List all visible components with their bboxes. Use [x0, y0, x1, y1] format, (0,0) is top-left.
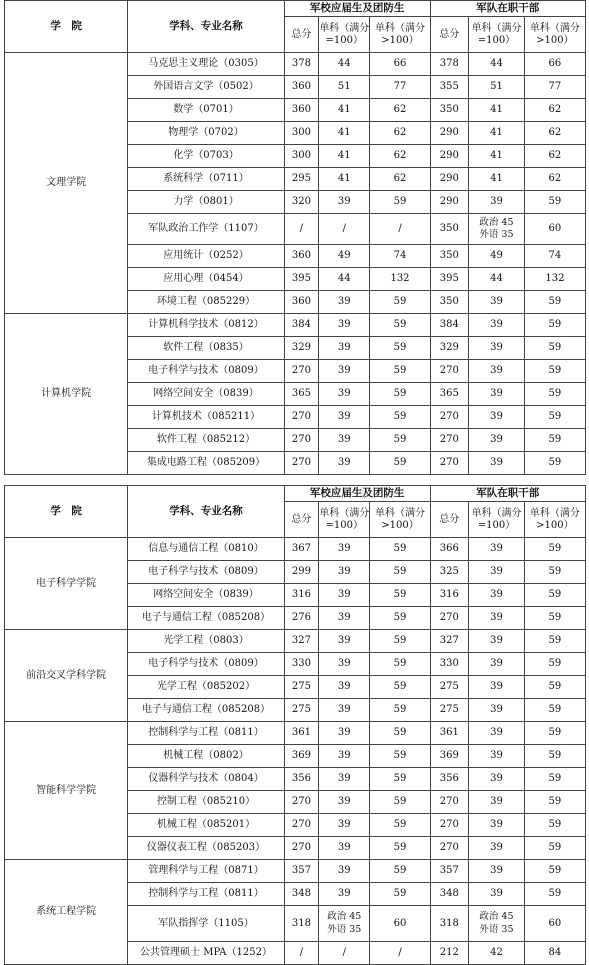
header-total: 总分 [430, 502, 469, 538]
officer-single-over-100: 60 [524, 214, 585, 245]
officer-single-100: 39 [469, 676, 525, 699]
officer-single-100: 39 [469, 653, 525, 676]
cadet-total: 318 [284, 906, 318, 942]
cadet-single-100: 39 [319, 191, 370, 214]
major-name: 光学工程（085202） [128, 676, 284, 699]
cadet-single-over-100: 59 [370, 653, 430, 676]
cadet-total: 270 [284, 837, 318, 860]
officer-total: 356 [430, 768, 469, 791]
cadet-total: 367 [284, 538, 318, 561]
table-1-header [5, 1, 586, 53]
major-name: 信息与通信工程（0810） [128, 538, 284, 561]
officer-single-over-100: 59 [524, 653, 585, 676]
college-name: 计算机学院 [5, 314, 128, 475]
major-name: 仪器科学与技术（0804） [128, 768, 284, 791]
officer-total: 329 [430, 337, 469, 360]
major-name: 计算机科学技术（0812） [128, 314, 284, 337]
officer-single-over-100: 77 [524, 76, 585, 99]
cadet-single-100: 39 [319, 291, 370, 314]
officer-single-over-100: 59 [524, 768, 585, 791]
table-2-body [5, 538, 586, 965]
officer-total: 290 [430, 122, 469, 145]
major-name: 集成电路工程（085209） [128, 452, 284, 475]
major-name: 数学（0701） [128, 99, 284, 122]
major-name: 化学（0703） [128, 145, 284, 168]
officer-single-100: 39 [469, 837, 525, 860]
table-1-body [5, 53, 586, 475]
cadet-single-100: 39 [319, 383, 370, 406]
cadet-total: / [284, 942, 318, 965]
officer-total: 275 [430, 699, 469, 722]
officer-single-over-100: 59 [524, 699, 585, 722]
officer-single-over-100: 59 [524, 406, 585, 429]
major-name: 控制科学与工程（0811） [128, 883, 284, 906]
header-group-officers: 军队在职干部 [430, 1, 585, 17]
cadet-single-over-100: 59 [370, 768, 430, 791]
officer-total: 290 [430, 145, 469, 168]
cadet-total: 360 [284, 291, 318, 314]
officer-single-over-100: 59 [524, 314, 585, 337]
cadet-single-100: 39 [319, 791, 370, 814]
cadet-single-100: 41 [319, 99, 370, 122]
cadet-single-over-100: 59 [370, 360, 430, 383]
officer-single-over-100: 59 [524, 191, 585, 214]
header-major: 学科、专业名称 [128, 1, 284, 53]
officer-total: 318 [430, 906, 469, 942]
officer-total: 270 [430, 360, 469, 383]
cadet-single-over-100: 59 [370, 676, 430, 699]
header-single-over-100: 单科（满分>100） [370, 502, 430, 538]
officer-single-100: 41 [469, 145, 525, 168]
cadet-single-over-100: 59 [370, 837, 430, 860]
officer-total: 357 [430, 860, 469, 883]
officer-single-over-100: 59 [524, 337, 585, 360]
officer-single-100: 39 [469, 337, 525, 360]
officer-single-100: 39 [469, 699, 525, 722]
header-total: 总分 [284, 17, 318, 53]
cadet-single-over-100: 59 [370, 314, 430, 337]
cadet-total: 384 [284, 314, 318, 337]
officer-total: 270 [430, 791, 469, 814]
officer-single-over-100: 59 [524, 452, 585, 475]
cadet-total: 270 [284, 452, 318, 475]
cadet-single-100: 39 [319, 452, 370, 475]
header-single-100: 单科（满分=100） [469, 17, 525, 53]
cadet-total: 300 [284, 145, 318, 168]
cadet-total: 275 [284, 699, 318, 722]
major-name: 光学工程（0803） [128, 630, 284, 653]
officer-single-100: 政治 45 外语 35 [469, 214, 525, 245]
major-name: 环境工程（085229） [128, 291, 284, 314]
cadet-total: 360 [284, 99, 318, 122]
officer-single-100: 39 [469, 538, 525, 561]
officer-single-100: 39 [469, 607, 525, 630]
cadet-single-100: 44 [319, 53, 370, 76]
officer-single-over-100: 62 [524, 122, 585, 145]
officer-single-over-100: 59 [524, 676, 585, 699]
cadet-single-over-100: 59 [370, 883, 430, 906]
cadet-total: 275 [284, 676, 318, 699]
major-name: 计算机技术（085211） [128, 406, 284, 429]
cadet-single-100: 41 [319, 168, 370, 191]
cadet-single-100: 39 [319, 314, 370, 337]
header-college: 学 院 [5, 1, 128, 53]
cadet-total: 360 [284, 76, 318, 99]
officer-single-100: 39 [469, 383, 525, 406]
cadet-single-100: 39 [319, 538, 370, 561]
cadet-single-over-100: 59 [370, 561, 430, 584]
officer-total: 355 [430, 76, 469, 99]
score-table-2 [4, 485, 586, 965]
officer-single-100: 39 [469, 406, 525, 429]
officer-total: 270 [430, 837, 469, 860]
officer-single-100: 39 [469, 860, 525, 883]
score-table-1 [4, 0, 586, 475]
officer-single-100: 39 [469, 630, 525, 653]
cadet-total: 316 [284, 584, 318, 607]
cadet-single-100: 44 [319, 268, 370, 291]
header-total: 总分 [284, 502, 318, 538]
officer-total: 350 [430, 245, 469, 268]
major-name: 电子与通信工程（085208） [128, 607, 284, 630]
major-name: 软件工程（085212） [128, 429, 284, 452]
header-single-100: 单科（满分=100） [319, 502, 370, 538]
officer-single-100: 44 [469, 268, 525, 291]
header-single-100: 单科（满分=100） [319, 17, 370, 53]
major-name: 仪器仪表工程（085203） [128, 837, 284, 860]
major-name: 软件工程（0835） [128, 337, 284, 360]
officer-total: 270 [430, 452, 469, 475]
officer-single-over-100: 59 [524, 360, 585, 383]
table-row [5, 860, 586, 883]
officer-total: 378 [430, 53, 469, 76]
cadet-total: 378 [284, 53, 318, 76]
cadet-total: 329 [284, 337, 318, 360]
cadet-total: 360 [284, 245, 318, 268]
cadet-total: 330 [284, 653, 318, 676]
officer-single-100: 39 [469, 791, 525, 814]
cadet-single-over-100: 77 [370, 76, 430, 99]
major-name: 电子科学与技术（0809） [128, 561, 284, 584]
cadet-single-100: 41 [319, 145, 370, 168]
officer-single-100: 39 [469, 561, 525, 584]
major-name: 电子科学与技术（0809） [128, 360, 284, 383]
officer-single-100: 49 [469, 245, 525, 268]
cadet-single-over-100: 132 [370, 268, 430, 291]
officer-total: 316 [430, 584, 469, 607]
cadet-single-100: 39 [319, 406, 370, 429]
cadet-single-100: 39 [319, 607, 370, 630]
header-group-officers: 军队在职干部 [430, 486, 585, 502]
officer-single-over-100: 59 [524, 883, 585, 906]
cadet-total: 356 [284, 768, 318, 791]
college-name: 文理学院 [5, 53, 128, 314]
officer-single-100: 41 [469, 99, 525, 122]
header-group-cadets: 军校应届生及团防生 [284, 1, 430, 17]
officer-total: 366 [430, 538, 469, 561]
officer-single-over-100: 59 [524, 860, 585, 883]
cadet-single-over-100: 59 [370, 383, 430, 406]
officer-total: 325 [430, 561, 469, 584]
cadet-single-over-100: 59 [370, 630, 430, 653]
header-college: 学 院 [5, 486, 128, 538]
major-name: 马克思主义理论（0305） [128, 53, 284, 76]
officer-single-100: 39 [469, 429, 525, 452]
officer-total: 327 [430, 630, 469, 653]
major-name: 机械工程（085201） [128, 814, 284, 837]
officer-single-over-100: 59 [524, 291, 585, 314]
cadet-single-over-100: 59 [370, 538, 430, 561]
officer-single-over-100: 59 [524, 561, 585, 584]
college-name: 前沿交叉学科学院 [5, 630, 128, 722]
officer-single-100: 39 [469, 314, 525, 337]
officer-single-over-100: 59 [524, 383, 585, 406]
major-name: 应用统计（0252） [128, 245, 284, 268]
officer-single-over-100: 84 [524, 942, 585, 965]
cadet-single-over-100: / [370, 214, 430, 245]
officer-total: 350 [430, 291, 469, 314]
header-major: 学科、专业名称 [128, 486, 284, 538]
cadet-total: 395 [284, 268, 318, 291]
officer-single-100: 39 [469, 883, 525, 906]
cadet-single-over-100: 59 [370, 722, 430, 745]
officer-total: 270 [430, 607, 469, 630]
cadet-single-100: 39 [319, 768, 370, 791]
officer-single-100: 39 [469, 291, 525, 314]
major-name: 控制工程（085210） [128, 791, 284, 814]
college-name: 电子科学学院 [5, 538, 128, 630]
cadet-single-100: 41 [319, 122, 370, 145]
officer-single-100: 39 [469, 191, 525, 214]
cadet-total: 270 [284, 791, 318, 814]
officer-single-100: 44 [469, 53, 525, 76]
officer-single-100: 39 [469, 452, 525, 475]
officer-single-100: 39 [469, 745, 525, 768]
major-name: 系统科学（0711） [128, 168, 284, 191]
cadet-single-100: 政治 45 外语 35 [319, 906, 370, 942]
officer-single-over-100: 62 [524, 99, 585, 122]
cadet-single-over-100: 62 [370, 168, 430, 191]
officer-single-over-100: 59 [524, 791, 585, 814]
officer-single-over-100: 59 [524, 584, 585, 607]
cadet-single-100: 39 [319, 837, 370, 860]
major-name: 外国语言文学（0502） [128, 76, 284, 99]
cadet-single-100: 39 [319, 883, 370, 906]
cadet-single-100: / [319, 214, 370, 245]
officer-single-100: 政治 45 外语 35 [469, 906, 525, 942]
cadet-single-100: 39 [319, 630, 370, 653]
officer-single-over-100: 59 [524, 837, 585, 860]
cadet-single-over-100: 60 [370, 906, 430, 942]
officer-single-over-100: 59 [524, 607, 585, 630]
officer-total: 395 [430, 268, 469, 291]
header-total: 总分 [430, 17, 469, 53]
cadet-single-over-100: / [370, 942, 430, 965]
officer-single-100: 42 [469, 942, 525, 965]
officer-single-over-100: 62 [524, 168, 585, 191]
officer-single-100: 39 [469, 722, 525, 745]
cadet-single-100: 39 [319, 360, 370, 383]
cadet-single-over-100: 59 [370, 584, 430, 607]
officer-single-over-100: 74 [524, 245, 585, 268]
table-row [5, 722, 586, 745]
cadet-single-over-100: 59 [370, 860, 430, 883]
major-name: 控制科学与工程（0811） [128, 722, 284, 745]
major-name: 公共管理硕士 MPA（1252） [128, 942, 284, 965]
cadet-total: 369 [284, 745, 318, 768]
officer-single-over-100: 132 [524, 268, 585, 291]
cadet-single-100: 39 [319, 814, 370, 837]
college-name: 智能科学学院 [5, 722, 128, 860]
cadet-single-over-100: 59 [370, 607, 430, 630]
cadet-single-100: 51 [319, 76, 370, 99]
cadet-single-over-100: 59 [370, 337, 430, 360]
officer-total: 384 [430, 314, 469, 337]
officer-total: 275 [430, 676, 469, 699]
cadet-single-100: / [319, 942, 370, 965]
header-single-over-100: 单科（满分>100） [524, 502, 585, 538]
table-row [5, 538, 586, 561]
cadet-single-over-100: 59 [370, 452, 430, 475]
cadet-single-over-100: 59 [370, 406, 430, 429]
officer-single-over-100: 59 [524, 745, 585, 768]
cadet-single-over-100: 59 [370, 814, 430, 837]
officer-total: 350 [430, 99, 469, 122]
officer-total: 270 [430, 814, 469, 837]
cadet-total: 320 [284, 191, 318, 214]
cadet-single-over-100: 59 [370, 745, 430, 768]
table-2-header [5, 486, 586, 538]
major-name: 物理学（0702） [128, 122, 284, 145]
cadet-total: 348 [284, 883, 318, 906]
officer-single-over-100: 59 [524, 814, 585, 837]
major-name: 应用心理（0454） [128, 268, 284, 291]
officer-total: 361 [430, 722, 469, 745]
officer-single-over-100: 59 [524, 630, 585, 653]
cadet-single-over-100: 59 [370, 699, 430, 722]
cadet-total: 270 [284, 360, 318, 383]
cadet-single-over-100: 59 [370, 791, 430, 814]
officer-single-over-100: 59 [524, 429, 585, 452]
officer-single-100: 39 [469, 360, 525, 383]
officer-single-100: 39 [469, 814, 525, 837]
cadet-total: 361 [284, 722, 318, 745]
cadet-single-100: 39 [319, 337, 370, 360]
officer-single-over-100: 66 [524, 53, 585, 76]
officer-total: 350 [430, 214, 469, 245]
cadet-single-100: 49 [319, 245, 370, 268]
officer-single-over-100: 60 [524, 906, 585, 942]
cadet-single-100: 39 [319, 429, 370, 452]
major-name: 电子科学与技术（0809） [128, 653, 284, 676]
cadet-single-100: 39 [319, 676, 370, 699]
officer-single-100: 41 [469, 122, 525, 145]
table-row [5, 314, 586, 337]
cadet-total: 300 [284, 122, 318, 145]
cadet-single-over-100: 62 [370, 99, 430, 122]
major-name: 电子与通信工程（085208） [128, 699, 284, 722]
officer-single-over-100: 62 [524, 145, 585, 168]
cadet-single-100: 39 [319, 722, 370, 745]
cadet-single-100: 39 [319, 653, 370, 676]
officer-total: 330 [430, 653, 469, 676]
cadet-total: 295 [284, 168, 318, 191]
major-name: 军队政治工作学（1107） [128, 214, 284, 245]
major-name: 机械工程（0802） [128, 745, 284, 768]
major-name: 网络空间安全（0839） [128, 383, 284, 406]
header-single-100: 单科（满分=100） [469, 502, 525, 538]
officer-single-over-100: 59 [524, 538, 585, 561]
cadet-total: 270 [284, 429, 318, 452]
cadet-single-over-100: 59 [370, 429, 430, 452]
header-single-over-100: 单科（满分>100） [524, 17, 585, 53]
officer-total: 270 [430, 429, 469, 452]
cadet-total: 276 [284, 607, 318, 630]
cadet-single-over-100: 74 [370, 245, 430, 268]
cadet-total: 365 [284, 383, 318, 406]
major-name: 网络空间安全（0839） [128, 584, 284, 607]
major-name: 力学（0801） [128, 191, 284, 214]
cadet-single-100: 39 [319, 699, 370, 722]
officer-total: 212 [430, 942, 469, 965]
major-name: 管理科学与工程（0871） [128, 860, 284, 883]
table-row [5, 630, 586, 653]
officer-total: 348 [430, 883, 469, 906]
officer-single-100: 39 [469, 768, 525, 791]
officer-single-100: 51 [469, 76, 525, 99]
cadet-total: 299 [284, 561, 318, 584]
major-name: 军队指挥学（1105） [128, 906, 284, 942]
officer-single-100: 39 [469, 584, 525, 607]
cadet-total: 327 [284, 630, 318, 653]
cadet-single-100: 39 [319, 860, 370, 883]
cadet-single-100: 39 [319, 745, 370, 768]
cadet-total: 357 [284, 860, 318, 883]
cadet-total: 270 [284, 406, 318, 429]
officer-total: 365 [430, 383, 469, 406]
cadet-single-100: 39 [319, 584, 370, 607]
cadet-single-over-100: 62 [370, 145, 430, 168]
cadet-single-over-100: 59 [370, 291, 430, 314]
cadet-total: / [284, 214, 318, 245]
officer-single-100: 41 [469, 168, 525, 191]
table-row [5, 53, 586, 76]
cadet-single-over-100: 66 [370, 53, 430, 76]
college-name: 系统工程学院 [5, 860, 128, 965]
officer-total: 290 [430, 191, 469, 214]
header-single-over-100: 单科（满分>100） [370, 17, 430, 53]
cadet-single-over-100: 62 [370, 122, 430, 145]
header-group-cadets: 军校应届生及团防生 [284, 486, 430, 502]
cadet-total: 270 [284, 814, 318, 837]
cadet-single-100: 39 [319, 561, 370, 584]
cadet-single-over-100: 59 [370, 191, 430, 214]
officer-total: 290 [430, 168, 469, 191]
officer-total: 369 [430, 745, 469, 768]
officer-single-over-100: 59 [524, 722, 585, 745]
officer-total: 270 [430, 406, 469, 429]
